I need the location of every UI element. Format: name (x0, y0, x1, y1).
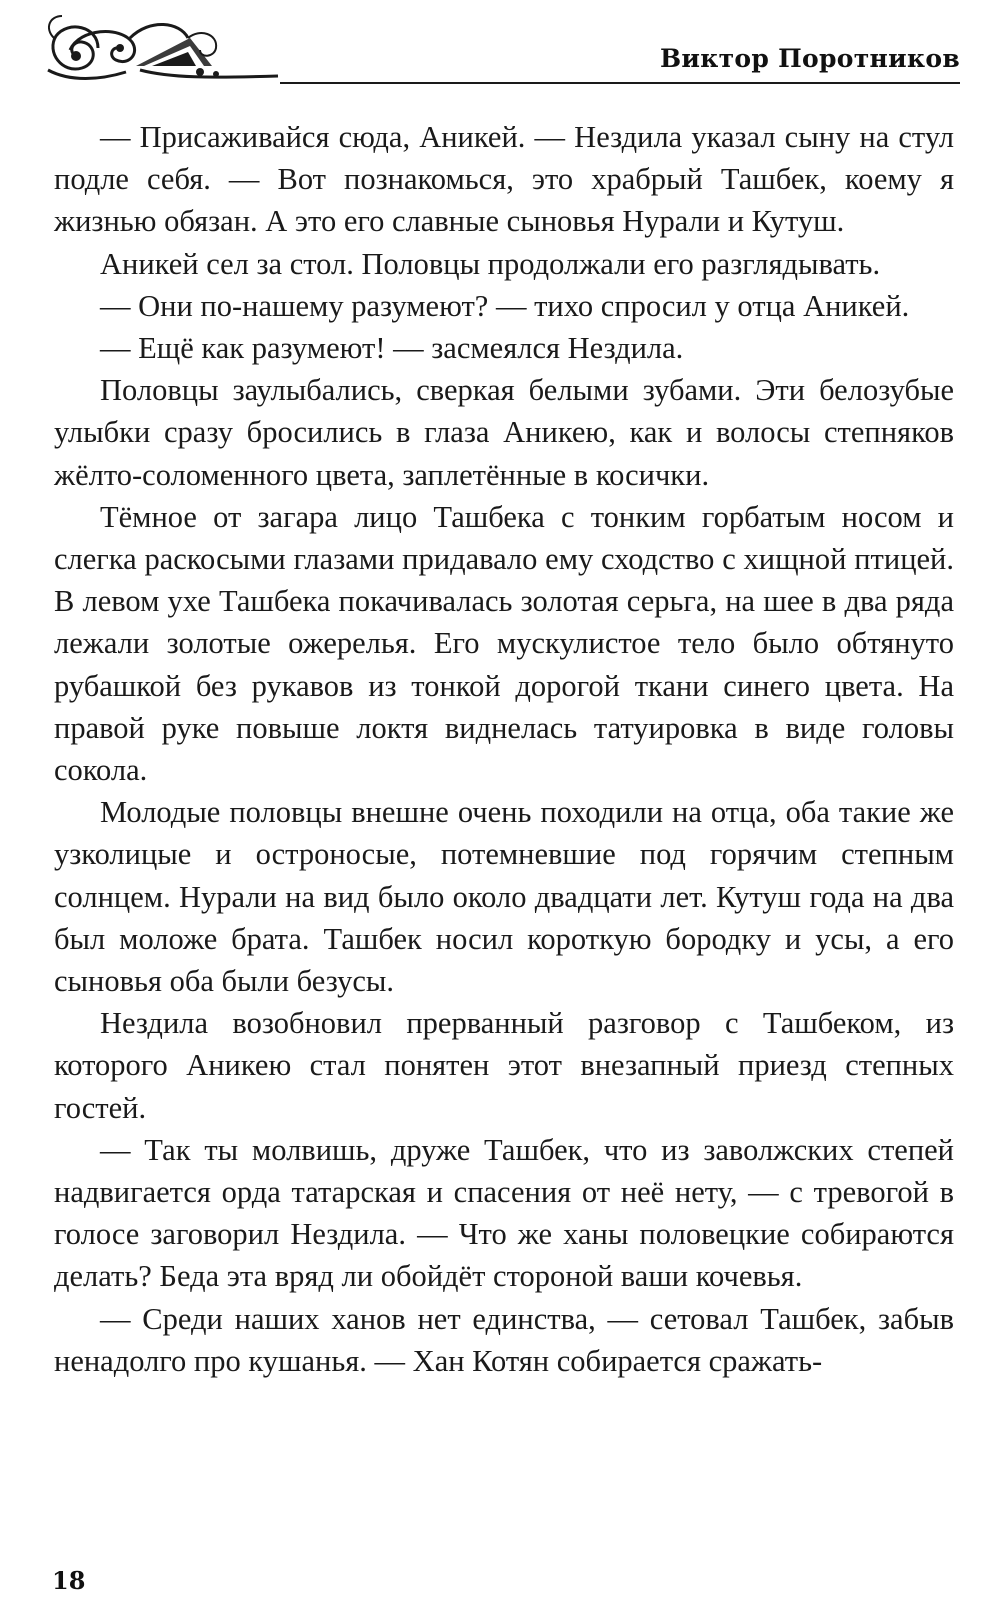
header-rule (280, 82, 960, 84)
running-title: Виктор Поротников (659, 44, 960, 73)
paragraph: — Присаживайся сюда, Аникей. — Нездила указал сыну на стул подле себя. — Вот познакомься, это храбрый Ташбек, коему я жизнью обязан. А это его славные сыновья Нурали и Кутуш. (54, 120, 954, 239)
scroll-ornament-icon (40, 8, 280, 88)
paragraph: — Так ты молвишь, друже Ташбек, что из заволжских степей надвигается орда татарская и спасения от неё нету, — с тревогой в голосе заговорил Нездила. — Что же ханы половецкие собираются делать? Беда эта вряд ли обойдёт стороной ваши кочевья. (54, 1132, 954, 1294)
paragraph: — Среди наших ханов нет единства, — сетовал Ташбек, забыв ненадолго про кушанья. — Хан Котян собирается сражать- (54, 1301, 954, 1378)
body-text (54, 116, 954, 1382)
paragraph: Половцы заулыбались, сверкая белыми зубами. Эти белозубые улыбки сразу бросились в глаза Аникею, как и волосы степняков жёлто-соломенного цвета, заплетённые в косички. (54, 373, 954, 492)
paragraph: Нездила возобновил прерванный разговор с Ташбеком, из которого Аникею стал понятен этот внезапный приезд степных гостей. (54, 1006, 954, 1125)
paragraph: — Ещё как разумеют! — засмеялся Нездила. (100, 331, 684, 366)
paragraph: Аникей сел за стол. Половцы продолжали его разглядывать. (100, 246, 881, 281)
page-header (40, 8, 960, 88)
page-number: 18 (52, 1566, 86, 1595)
paragraph: Молодые половцы внешне очень походили на отца, оба такие же узколицые и остроносые, потемневшие под горячим степным солнцем. Нурали на вид было около двадцати лет. Кутуш года на два был моложе брата. Ташбек носил короткую бородку и усы, а его сыновья оба были безусы. (54, 795, 954, 999)
paragraph: — Они по-нашему разумеют? — тихо спросил у отца Аникей. (100, 288, 910, 323)
paragraph: Тёмное от загара лицо Ташбека с тонким горбатым носом и слегка раскосыми глазами придавало ему сходство с хищной птицей. В левом ухе Ташбека покачивалась золотая серьга, на шее в два ряда лежали золотые ожерелья. Его мускулистое тело было обтянуто рубашкой без рукавов из тонкой дорогой ткани синего цвета. На правой руке повыше локтя виднелась татуировка в виде головы сокола. (54, 499, 954, 788)
